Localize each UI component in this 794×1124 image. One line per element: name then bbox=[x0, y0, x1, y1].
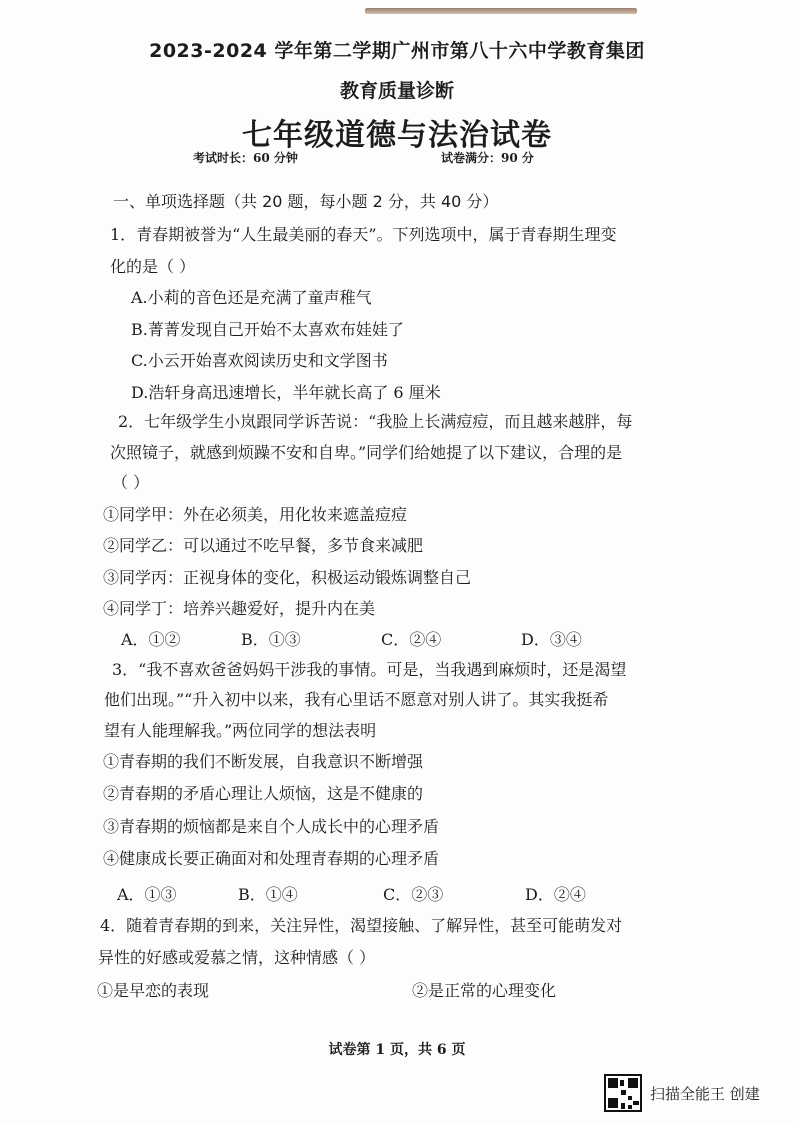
q4-statement: ①是早恋的表现 bbox=[97, 981, 210, 1000]
q1-stem-line: 1．青春期被誉为“人生最美丽的春天”。下列选项中，属于青春期生理变 bbox=[110, 225, 617, 244]
exam-duration: 考试时长：60 分钟 bbox=[193, 151, 298, 165]
q2-stem-line: 次照镜子，就感到烦躁不安和自卑。”同学们给她提了以下建议，合理的是 bbox=[110, 443, 623, 462]
q1-choice-d: D.浩轩身高迅速增长，半年就长高了 6 厘米 bbox=[131, 383, 441, 402]
q2-statement: ③同学丙：正视身体的变化，积极运动锻炼调整自己 bbox=[103, 568, 472, 587]
q3-option-c: C．②③ bbox=[383, 885, 444, 904]
q3-option-b: B．①④ bbox=[238, 885, 298, 904]
q2-option-a: A．①② bbox=[121, 630, 181, 649]
q1-choice-c: C.小云开始喜欢阅读历史和文学图书 bbox=[131, 351, 388, 370]
exam-header-line1: 2023-2024 学年第二学期广州市第八十六中学教育集团 bbox=[149, 40, 645, 62]
q4-stem-line: 异性的好感或爱慕之情，这种情感（ ） bbox=[98, 948, 376, 967]
q2-option-b: B．①③ bbox=[241, 630, 301, 649]
q1-choice-a: A.小莉的音色还是充满了童声稚气 bbox=[131, 288, 372, 307]
scanner-label: 扫描全能王 创建 bbox=[650, 1084, 760, 1103]
scanner-watermark bbox=[604, 1073, 760, 1113]
q4-statement: ②是正常的心理变化 bbox=[412, 981, 557, 1000]
q3-stem-line: 3．“我不喜欢爸爸妈妈干涉我的事情。可是，当我遇到麻烦时，还是渴望 bbox=[112, 660, 627, 679]
q2-stem-line: （ ） bbox=[112, 473, 150, 492]
q2-options bbox=[0, 627, 794, 649]
q3-option-a: A．①③ bbox=[117, 885, 177, 904]
qr-code-icon bbox=[604, 1074, 642, 1112]
q2-option-c: C．②④ bbox=[381, 630, 442, 649]
scan-edge-mark bbox=[365, 8, 637, 14]
q1-stem-line: 化的是（ ） bbox=[110, 257, 196, 276]
q3-stem-line: 望有人能理解我。”两位同学的想法表明 bbox=[104, 721, 377, 740]
section-heading: 一、单项选择题（共 20 题，每小题 2 分，共 40 分） bbox=[113, 192, 499, 211]
q4-stem-line: 4．随着青春期的到来，关注异性，渴望接触、了解异性，甚至可能萌发对 bbox=[100, 916, 623, 935]
page-footer: 试卷第 1 页，共 6 页 bbox=[328, 1042, 466, 1058]
q3-statement: ④健康成长要正确面对和处理青春期的心理矛盾 bbox=[103, 849, 440, 868]
q2-stem-line: 2．七年级学生小岚跟同学诉苦说：“我脸上长满痘痘，而且越来越胖，每 bbox=[118, 412, 633, 431]
q2-statement: ②同学乙：可以通过不吃早餐，多节食来减肥 bbox=[103, 536, 424, 555]
q2-statement: ①同学甲：外在必须美，用化妆来遮盖痘痘 bbox=[103, 505, 408, 524]
q3-stem-line: 他们出现。”“升入初中以来，我有心里话不愿意对别人讲了。其实我挺希 bbox=[104, 690, 609, 709]
q3-option-d: D．②④ bbox=[525, 885, 586, 904]
q2-statement: ④同学丁：培养兴趣爱好，提升内在美 bbox=[103, 599, 376, 618]
q3-statement: ①青春期的我们不断发展，自我意识不断增强 bbox=[103, 752, 424, 771]
q3-options bbox=[0, 882, 794, 904]
exam-header-line2: 教育质量诊断 bbox=[339, 80, 454, 102]
exam-full-score: 试卷满分：90 分 bbox=[441, 151, 534, 165]
q2-option-d: D．③④ bbox=[521, 630, 582, 649]
q1-choice-b: B.菁菁发现自己开始不太喜欢布娃娃了 bbox=[131, 320, 404, 339]
q3-statement: ③青春期的烦恼都是来自个人成长中的心理矛盾 bbox=[103, 817, 440, 836]
q3-statement: ②青春期的矛盾心理让人烦恼，这是不健康的 bbox=[103, 784, 424, 803]
exam-title: 七年级道德与法治试卷 bbox=[242, 118, 552, 153]
